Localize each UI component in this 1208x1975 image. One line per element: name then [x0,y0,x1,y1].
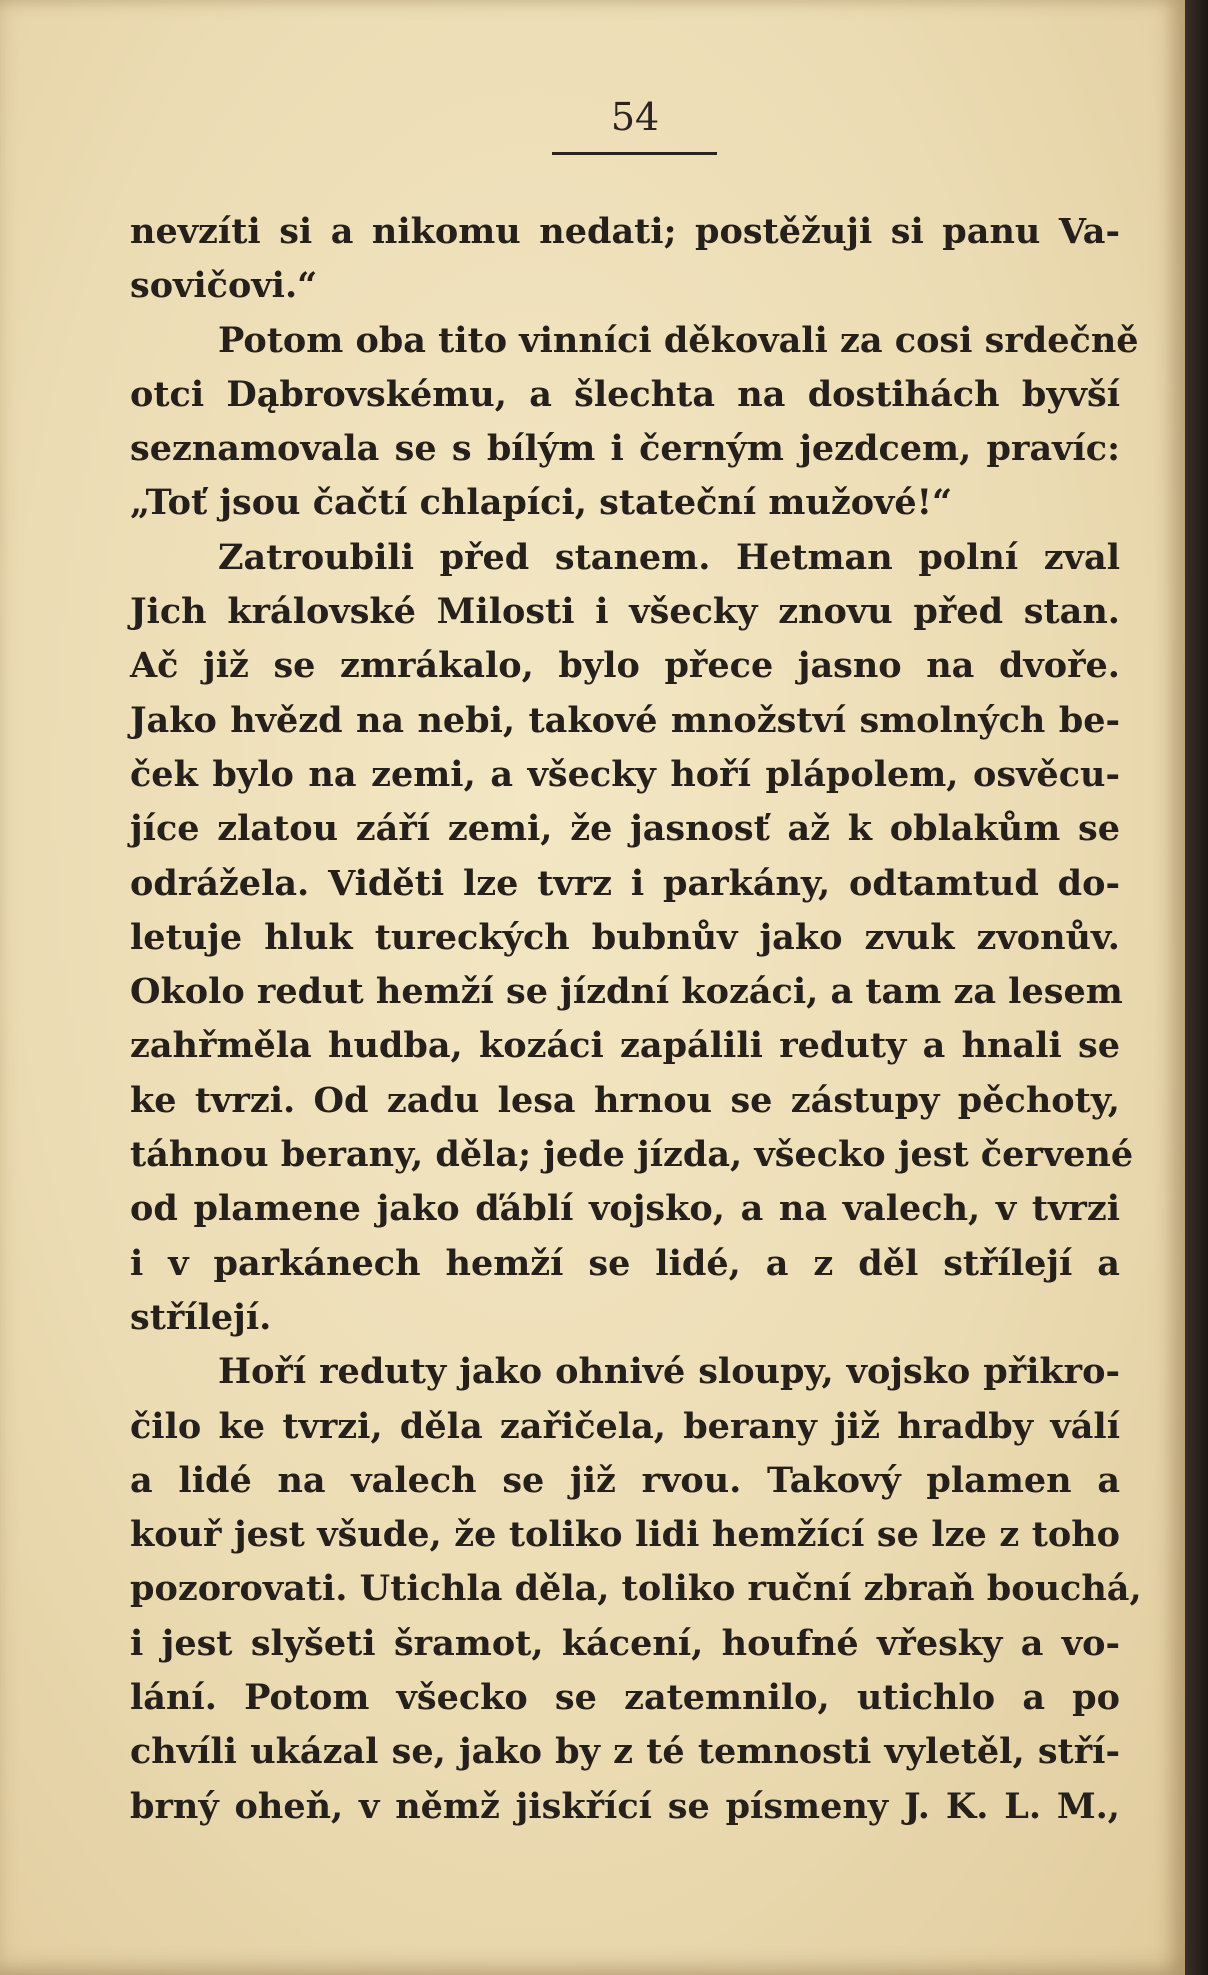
text-line: Jich královské Milosti i všecky znovu před stan. [130,591,1120,633]
text-line: odrážela. Viděti lze tvrz i parkány, odtamtud do- [130,862,1120,904]
text-line: zahřměla hudba, kozáci zapálili reduty a hnali se [130,1025,1120,1067]
text-line: kouř jest všude, že toliko lidi hemžící se lze z toho [130,1514,1120,1556]
text-line: „Toť jsou čačtí chlapíci, stateční mužové!“ [130,482,953,524]
text-line: chvíli ukázal se, jako by z té temnosti vyletěl, stří- [130,1731,1120,1773]
text-line: střílejí. [130,1296,272,1338]
text-line: Ač již se zmrákalo, bylo přece jasno na dvoře. [130,645,1120,687]
text-line: seznamovala se s bílým i černým jezdcem, pravíc: [130,428,1120,470]
text-line: letuje hluk tureckých bubnův jako zvuk zvonův. [130,916,1120,958]
text-line: brný oheň, v němž jiskřící se písmeny J. K. L. M., [130,1785,1120,1827]
text-line: jíce zlatou září zemi, že jasnosť až k oblakům se [130,808,1120,850]
text-line: i jest slyšeti šramot, kácení, houfné vřesky a vo- [130,1622,1120,1664]
text-line: a lidé na valech se již rvou. Takový plamen a [130,1459,1120,1501]
page-number-rule [552,152,717,155]
body-text [130,205,1142,1834]
text-line: táhnou berany, děla; jede jízda, všecko jest červené [130,1134,1134,1176]
text-line: Hoří reduty jako ohnivé sloupy, vojsko přikro- [218,1351,1120,1393]
text-line: i v parkánech hemží se lidé, a z děl střílejí a [130,1242,1120,1284]
book-spine [1185,0,1208,1975]
text-line: pozorovati. Utichla děla, toliko ruční zbraň bouchá, [130,1568,1142,1610]
text-line: ke tvrzi. Od zadu lesa hrnou se zástupy pěchoty, [130,1079,1120,1121]
text-line: od plamene jako ďáblí vojsko, a na valech, v tvrzi [130,1188,1120,1230]
text-line: lání. Potom všecko se zatemnilo, utichlo a po [130,1677,1120,1719]
page-number: 54 [610,95,660,139]
text-line: Okolo redut hemží se jízdní kozáci, a tam za lesem [130,971,1123,1013]
text-line: Zatroubili před stanem. Hetman polní zval [218,536,1120,578]
text-line: sovičovi.“ [130,265,318,307]
text-line: Potom oba tito vinníci děkovali za cosi srdečně [218,319,1139,361]
text-line: Jako hvězd na nebi, takové množství smolných be- [130,699,1120,741]
text-line: otci Dąbrovskému, a šlechta na dostihách byvší [130,373,1120,415]
text-line: čilo ke tvrzi, děla zařičela, berany již hradby válí [130,1405,1120,1447]
text-line: ček bylo na zemi, a všecky hoří plápolem, osvěcu- [130,753,1120,795]
text-line: nevzíti si a nikomu nedati; postěžuji si panu Va- [130,211,1120,252]
